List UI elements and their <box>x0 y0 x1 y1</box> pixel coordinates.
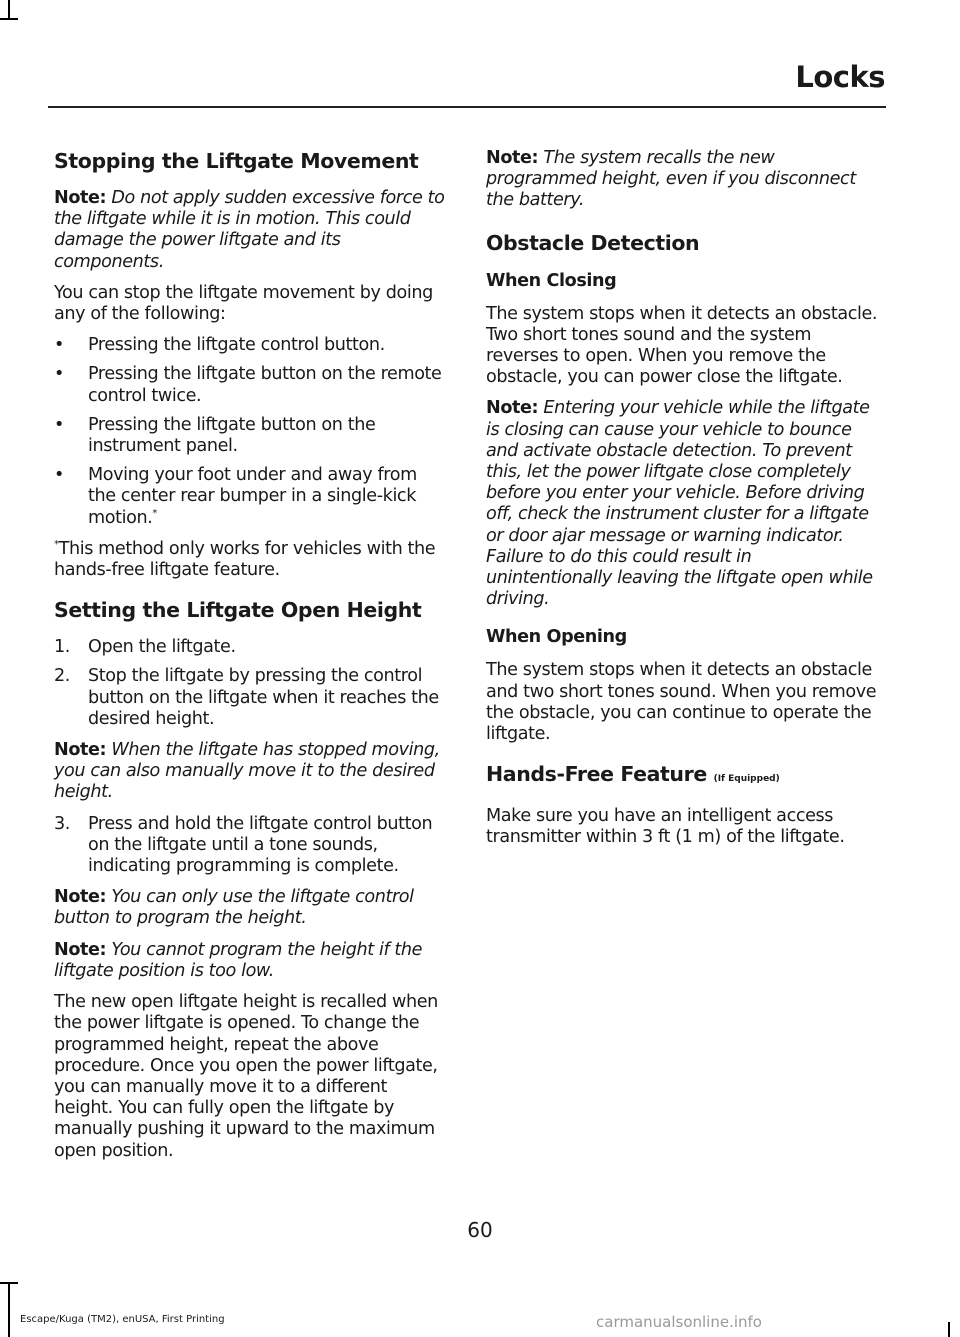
numbered-list <box>54 814 449 878</box>
list-item <box>54 335 449 356</box>
list-item <box>54 814 449 878</box>
footnote <box>54 539 449 581</box>
paragraph: The system stops when it detects an obstacle and two short tones sound. When you remove the obstacle, you can continue to operate the liftgate. <box>486 660 877 745</box>
section-heading: Setting the Liftgate Open Height <box>54 598 422 623</box>
bullet-list <box>54 335 449 529</box>
list-item-text: Open the liftgate. <box>88 637 236 658</box>
bullet-marker: • <box>54 465 64 486</box>
note <box>486 148 881 212</box>
footnote-marker: * <box>54 538 59 550</box>
paragraph: You can stop the liftgate movement by doing any of the following: <box>54 282 433 325</box>
footnote-marker: * <box>152 507 158 519</box>
crop-mark <box>948 1322 950 1337</box>
note-text: When the liftgate has stopped moving, you can also manually move it to the desired height. <box>54 740 440 803</box>
bullet-marker: • <box>54 364 64 385</box>
note-label: Note: <box>54 188 107 208</box>
page-title: Locks <box>795 60 885 94</box>
bullet-marker: • <box>54 414 64 435</box>
section-heading-text: Hands-Free Feature <box>486 762 707 787</box>
note-text: You cannot program the height if the liftgate position is too low. <box>54 939 423 981</box>
note <box>54 188 449 273</box>
footer-text: Escape/Kuga (TM2), enUSA, First Printing <box>20 1314 225 1325</box>
subsection-heading: When Closing <box>486 270 617 291</box>
note-label: Note: <box>54 740 107 761</box>
paragraph: Make sure you have an intelligent access transmitter within 3 ft (1 m) of the liftgate. <box>486 806 845 848</box>
list-item-text: Pressing the liftgate button on the instrument panel. <box>88 414 376 457</box>
note-text: Do not apply sudden excessive force to the liftgate while it is in motion. This could damage the power liftgate and its components. <box>54 188 445 272</box>
list-item-text: Pressing the liftgate button on the remote control twice. <box>88 364 442 406</box>
note-text: Entering your vehicle while the liftgate is closing can cause your vehicle to bounce and activate obstacle detection. To prevent this, let the power liftgate close completely before you enter your vehicle. Before driving off, check the instrument cluster for a liftgate or door ajar message or warning indicator. Failure to do this could result in unintentionally leaving the liftgate open while driving. <box>486 398 873 610</box>
list-item <box>54 465 449 529</box>
step-number: 1. <box>54 637 70 658</box>
note-text: You can only use the liftgate control button to program the height. <box>54 887 414 929</box>
paragraph: The new open liftgate height is recalled when the power liftgate is opened. To change the programmed height, repeat the above procedure. Once you open the power liftgate, you can manually move it to a different height. You can fully open the liftgate by manually pushing it upward to the maximum open position. <box>54 992 438 1161</box>
section-heading <box>486 761 881 792</box>
list-item-text: Stop the liftgate by pressing the control button on the liftgate when it reaches the desired height. <box>88 666 439 729</box>
crop-mark <box>0 18 18 20</box>
crop-mark <box>8 0 10 20</box>
header-divider <box>48 106 886 108</box>
footnote-text: This method only works for vehicles with the hands-free liftgate feature. <box>54 538 436 581</box>
note-label: Note: <box>486 148 539 168</box>
list-item-text: Pressing the liftgate control button. <box>88 335 385 356</box>
note-label: Note: <box>54 887 107 908</box>
page-number: 60 <box>467 1218 493 1242</box>
note <box>486 398 881 610</box>
paragraph: The system stops when it detects an obstacle. Two short tones sound and the system reverses to open. When you remove the obstacle, you can power close the liftgate. <box>486 303 878 388</box>
list-item <box>54 364 449 406</box>
note <box>54 887 449 929</box>
step-number: 2. <box>54 666 70 687</box>
left-column <box>54 148 449 1172</box>
list-item <box>54 637 449 658</box>
right-column <box>486 148 881 859</box>
subsection-heading: When Opening <box>486 627 627 648</box>
bullet-marker: • <box>54 335 64 356</box>
list-item <box>54 415 449 457</box>
note-text: The system recalls the new programmed height, even if you disconnect the battery. <box>486 148 856 211</box>
note-label: Note: <box>54 939 107 960</box>
list-item-text: Press and hold the liftgate control button on the liftgate until a tone sounds, indicating programming is complete. <box>88 813 433 877</box>
step-number: 3. <box>54 813 70 834</box>
note <box>54 740 449 804</box>
watermark: carmanualsonline.info <box>596 1313 762 1331</box>
crop-mark <box>8 1282 10 1337</box>
crop-mark <box>0 1282 18 1284</box>
if-equipped-label: (If Equipped) <box>713 774 780 785</box>
list-item <box>54 666 449 730</box>
note-label: Note: <box>486 398 539 419</box>
section-heading: Obstacle Detection <box>486 230 700 255</box>
numbered-list <box>54 637 449 730</box>
note <box>54 940 449 982</box>
list-item-text: Moving your foot under and away from the center rear bumper in a single-kick motion. <box>88 465 417 528</box>
section-heading: Stopping the Liftgate Movement <box>54 149 419 173</box>
